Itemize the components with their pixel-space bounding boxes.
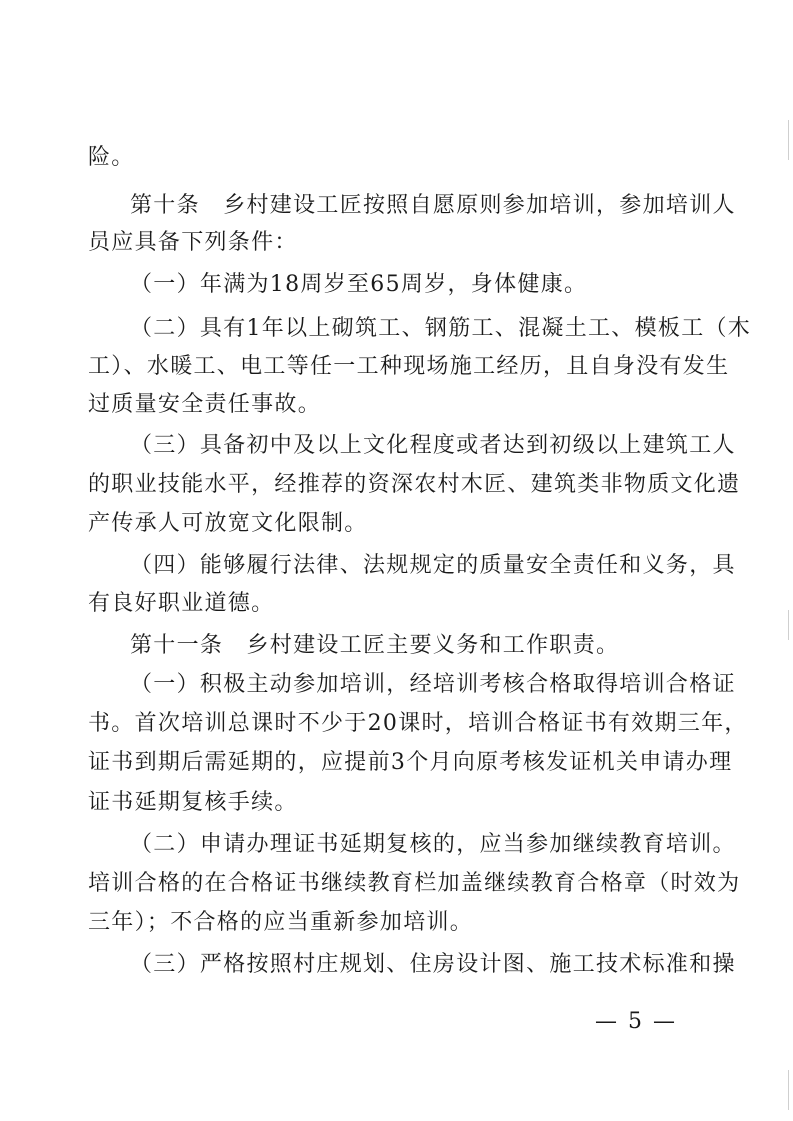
text-line: 员应具备下列条件： [88,230,298,255]
scan-edge-mark [788,1070,789,1110]
list-item: （一）年满为18周岁至65周岁，身体健康。 [130,272,588,297]
list-item: （一）积极主动参加培训，经培训考核合格取得培训合格证 [130,672,736,697]
text-line: 过质量安全责任事故。 [88,392,322,417]
list-item: （三）严格按照村庄规划、住房设计图、施工技术标准和操 [130,952,736,977]
list-item: （二）申请办理证书延期复核的，应当参加继续教育培训。 [130,832,736,857]
list-item: （二）具有1年以上砌筑工、钢筋工、混凝土工、模板工（木 [130,316,752,341]
article-10-heading: 第十条 乡村建设工匠按照自愿原则参加培训，参加培训人 [130,193,736,218]
text-line: 证书延期复核手续。 [88,790,298,815]
list-item: （三）具备初中及以上文化程度或者达到初级以上建筑工人 [130,433,736,458]
text-line: 工）、水暖工、电工等任一工种现场施工经历，且自身没有发生 [88,354,730,379]
text-line: 书。首次培训总课时不少于20课时，培训合格证书有效期三年， [88,711,748,736]
scan-edge-mark [788,120,789,160]
text-line: 培训合格的在合格证书继续教育栏加盖继续教育合格章（时效为 [88,871,741,896]
text-line: 产传承人可放宽文化限制。 [88,511,368,536]
page-number: — 5 — [595,1009,677,1034]
text-line: 有良好职业道德。 [88,591,275,616]
scan-edge-mark [788,610,789,640]
text-line: 三年）；不合格的应当重新参加培训。 [88,910,474,935]
list-item: （四）能够履行法律、法规规定的质量安全责任和义务，具 [130,553,736,578]
text-line: 险。 [88,145,135,170]
text-line: 的职业技能水平，经推荐的资深农村木匠、建筑类非物质文化遗 [88,472,741,497]
article-11-heading: 第十一条 乡村建设工匠主要义务和工作职责。 [130,633,620,658]
text-line: 证书到期后需延期的，应提前3个月向原考核发证机关申请办理 [88,750,733,775]
